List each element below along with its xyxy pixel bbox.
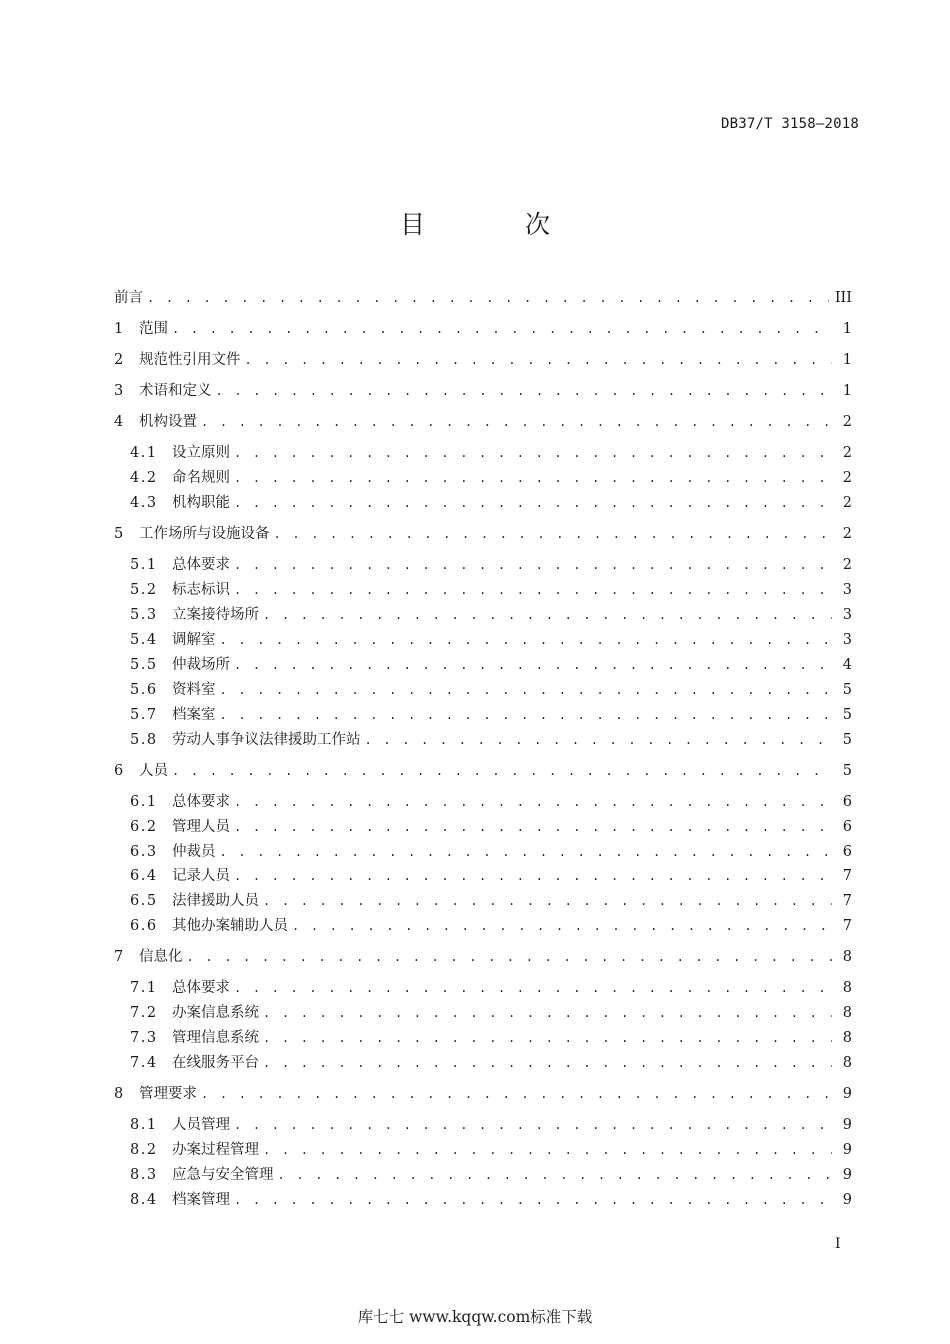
toc-entry[interactable] — [114, 580, 852, 600]
toc-entry[interactable] — [114, 443, 852, 463]
toc-entry-page: 8 — [842, 1005, 852, 1021]
toc-entry-page: 2 — [842, 470, 852, 486]
toc-entry[interactable] — [114, 1140, 852, 1160]
toc-entry-number: 8.3 — [130, 1167, 158, 1183]
toc-entry[interactable] — [114, 947, 852, 967]
toc-entry-title: 在线服务平台 — [172, 1055, 259, 1071]
toc-entry-number: 6.2 — [130, 819, 158, 835]
page-title: 目 次 — [400, 210, 596, 239]
toc-entry-number: 7 — [114, 949, 124, 965]
toc-entry[interactable] — [114, 792, 852, 812]
toc-entry-page: 5 — [842, 763, 852, 779]
toc-entry-page: 5 — [842, 682, 852, 698]
toc-entry[interactable] — [114, 524, 852, 544]
toc-leader-dots — [230, 655, 832, 675]
toc-entry-title: 记录人员 — [172, 868, 230, 884]
toc-entry[interactable] — [114, 1053, 852, 1073]
toc-entry-title: 档案室 — [172, 707, 216, 723]
toc-entry-title: 办案过程管理 — [172, 1142, 259, 1158]
toc-entry-number: 5.4 — [130, 632, 158, 648]
toc-entry-number: 8.1 — [130, 1117, 158, 1133]
toc-entry[interactable] — [114, 493, 852, 513]
toc-entry-title: 仲裁员 — [172, 844, 216, 860]
toc-entry-title: 总体要求 — [172, 557, 230, 573]
toc-entry-title: 劳动人事争议法律援助工作站 — [172, 732, 361, 748]
toc-entry-number: 5 — [114, 526, 124, 542]
toc-entry-page: 1 — [842, 321, 852, 337]
toc-entry[interactable] — [114, 1028, 852, 1048]
toc-entry-page: 9 — [842, 1192, 852, 1208]
toc-entry[interactable] — [114, 1165, 852, 1185]
toc-leader-dots — [216, 705, 833, 725]
toc-entry-number: 8 — [114, 1086, 124, 1102]
toc-entry-number: 7.1 — [130, 980, 158, 996]
toc-entry-page: 7 — [842, 918, 852, 934]
toc-entry-page: 9 — [842, 1117, 852, 1133]
toc-entry-number: 5.6 — [130, 682, 158, 698]
toc-entry[interactable] — [114, 630, 852, 650]
toc-leader-dots — [270, 524, 833, 544]
toc-leader-dots — [361, 730, 833, 750]
toc-leader-dots — [259, 1003, 832, 1023]
toc-entry[interactable] — [114, 1003, 852, 1023]
toc-entry-number: 2 — [114, 352, 124, 368]
toc-entry-page: 2 — [842, 445, 852, 461]
toc-entry-title: 机构职能 — [172, 495, 230, 511]
toc-leader-dots — [259, 1028, 832, 1048]
toc-entry-title: 总体要求 — [172, 980, 230, 996]
toc-entry[interactable] — [114, 978, 852, 998]
toc-entry-title: 机构设置 — [139, 414, 197, 430]
toc-entry-number: 1 — [114, 321, 124, 337]
toc-entry-title: 办案信息系统 — [172, 1005, 259, 1021]
toc-entry[interactable] — [114, 288, 852, 308]
toc-entry-number: 5.5 — [130, 657, 158, 673]
toc-leader-dots — [259, 1053, 832, 1073]
toc-entry-number: 6.3 — [130, 844, 158, 860]
toc-entry-number: 8.4 — [130, 1192, 158, 1208]
toc-leader-dots — [230, 817, 832, 837]
toc-entry-title: 前言 — [114, 290, 143, 306]
toc-leader-dots — [197, 412, 832, 432]
page-number: I — [835, 1236, 841, 1252]
standard-code: DB37/T 3158—2018 — [720, 116, 859, 132]
toc-entry-page: 8 — [842, 949, 852, 965]
toc-entry-title: 人员管理 — [172, 1117, 230, 1133]
toc-entry[interactable] — [114, 468, 852, 488]
toc-leader-dots — [230, 493, 832, 513]
toc-entry-title: 术语和定义 — [139, 383, 212, 399]
toc-entry[interactable] — [114, 1084, 852, 1104]
toc-entry-page: 6 — [842, 819, 852, 835]
toc-leader-dots — [230, 1115, 832, 1135]
toc-entry-title: 命名规则 — [172, 470, 230, 486]
toc-entry-number: 7.3 — [130, 1030, 158, 1046]
toc-entry-number: 4.2 — [130, 470, 158, 486]
toc-entry-title: 立案接待场所 — [172, 607, 259, 623]
toc-entry-title: 档案管理 — [172, 1192, 230, 1208]
toc-entry[interactable] — [114, 891, 852, 911]
toc-leader-dots — [183, 947, 833, 967]
toc-entry-page: III — [834, 290, 852, 306]
toc-leader-dots — [143, 288, 829, 308]
toc-entry-page: 9 — [842, 1086, 852, 1102]
toc-entry[interactable] — [114, 705, 852, 725]
toc-entry-title: 范围 — [139, 321, 168, 337]
toc-entry-title: 法律援助人员 — [172, 893, 259, 909]
toc-entry[interactable] — [114, 730, 852, 750]
toc-entry-title: 标志标识 — [172, 582, 230, 598]
toc-leader-dots — [230, 468, 832, 488]
toc-entry-title: 资料室 — [172, 682, 216, 698]
toc-leader-dots — [274, 1165, 833, 1185]
toc-entry-page: 8 — [842, 980, 852, 996]
toc-leader-dots — [230, 866, 832, 886]
toc-entry-title: 总体要求 — [172, 794, 230, 810]
toc-leader-dots — [259, 605, 832, 625]
toc-entry[interactable] — [114, 605, 852, 625]
table-of-contents — [114, 0, 852, 1344]
toc-entry-page: 7 — [842, 868, 852, 884]
toc-entry-title: 管理信息系统 — [172, 1030, 259, 1046]
toc-entry-page: 3 — [842, 607, 852, 623]
toc-leader-dots — [230, 580, 832, 600]
toc-leader-dots — [212, 381, 833, 401]
toc-entry[interactable] — [114, 817, 852, 837]
toc-leader-dots — [216, 842, 833, 862]
toc-entry-number: 5.1 — [130, 557, 158, 573]
toc-entry-page: 1 — [842, 383, 852, 399]
toc-entry[interactable] — [114, 680, 852, 700]
toc-entry-title: 规范性引用文件 — [139, 352, 241, 368]
toc-entry-title: 其他办案辅助人员 — [172, 918, 288, 934]
toc-entry-page: 9 — [842, 1167, 852, 1183]
toc-entry-page: 5 — [842, 732, 852, 748]
toc-entry-page: 2 — [842, 526, 852, 542]
toc-entry[interactable] — [114, 655, 852, 675]
toc-entry-title: 设立原则 — [172, 445, 230, 461]
toc-entry[interactable] — [114, 381, 852, 401]
toc-leader-dots — [230, 555, 832, 575]
toc-entry-number: 6 — [114, 763, 124, 779]
toc-entry-title: 仲裁场所 — [172, 657, 230, 673]
toc-entry-title: 信息化 — [139, 949, 183, 965]
toc-entry-number: 5.3 — [130, 607, 158, 623]
toc-entry-number: 5.7 — [130, 707, 158, 723]
toc-entry-title: 管理要求 — [139, 1086, 197, 1102]
toc-entry[interactable] — [114, 555, 852, 575]
toc-leader-dots — [168, 761, 832, 781]
toc-entry-number: 7.4 — [130, 1055, 158, 1071]
toc-entry[interactable] — [114, 916, 852, 936]
toc-entry-page: 2 — [842, 414, 852, 430]
toc-entry-page: 6 — [842, 844, 852, 860]
toc-entry[interactable] — [114, 350, 852, 370]
toc-entry-number: 3 — [114, 383, 124, 399]
toc-leader-dots — [197, 1084, 832, 1104]
toc-entry-page: 8 — [842, 1030, 852, 1046]
toc-entry[interactable] — [114, 761, 852, 781]
toc-entry-number: 7.2 — [130, 1005, 158, 1021]
toc-entry-title: 调解室 — [172, 632, 216, 648]
toc-entry-page: 9 — [842, 1142, 852, 1158]
toc-entry-page: 2 — [842, 495, 852, 511]
toc-entry-number: 6.5 — [130, 893, 158, 909]
toc-leader-dots — [241, 350, 833, 370]
toc-entry-page: 3 — [842, 582, 852, 598]
toc-entry-number: 6.1 — [130, 794, 158, 810]
toc-entry-number: 4 — [114, 414, 124, 430]
toc-entry-page: 6 — [842, 794, 852, 810]
toc-leader-dots — [216, 630, 833, 650]
toc-entry[interactable] — [114, 1190, 852, 1210]
toc-entry-number: 5.2 — [130, 582, 158, 598]
toc-entry-page: 3 — [842, 632, 852, 648]
toc-entry-page: 2 — [842, 557, 852, 573]
toc-leader-dots — [168, 319, 832, 339]
toc-entry-title: 工作场所与设施设备 — [139, 526, 270, 542]
toc-leader-dots — [259, 891, 832, 911]
toc-entry-page: 5 — [842, 707, 852, 723]
toc-entry-number: 4.3 — [130, 495, 158, 511]
toc-leader-dots — [288, 916, 832, 936]
toc-entry-number: 6.6 — [130, 918, 158, 934]
toc-entry-title: 人员 — [139, 763, 168, 779]
toc-leader-dots — [230, 978, 832, 998]
toc-entry[interactable] — [114, 842, 852, 862]
toc-entry[interactable] — [114, 1115, 852, 1135]
toc-leader-dots — [230, 443, 832, 463]
toc-entry[interactable] — [114, 866, 852, 886]
toc-entry-title: 管理人员 — [172, 819, 230, 835]
toc-entry-title: 应急与安全管理 — [172, 1167, 274, 1183]
toc-entry[interactable] — [114, 319, 852, 339]
toc-entry[interactable] — [114, 412, 852, 432]
toc-entry-page: 4 — [842, 657, 852, 673]
toc-entry-page: 8 — [842, 1055, 852, 1071]
toc-entry-number: 6.4 — [130, 868, 158, 884]
toc-leader-dots — [230, 792, 832, 812]
toc-leader-dots — [230, 1190, 832, 1210]
toc-leader-dots — [259, 1140, 832, 1160]
toc-entry-page: 7 — [842, 893, 852, 909]
toc-entry-number: 4.1 — [130, 445, 158, 461]
toc-entry-page: 1 — [842, 352, 852, 368]
toc-leader-dots — [216, 680, 833, 700]
toc-entry-number: 5.8 — [130, 732, 158, 748]
footer-watermark: 库七七 www.kqqw.com标准下载 — [357, 1308, 593, 1326]
toc-entry-number: 8.2 — [130, 1142, 158, 1158]
